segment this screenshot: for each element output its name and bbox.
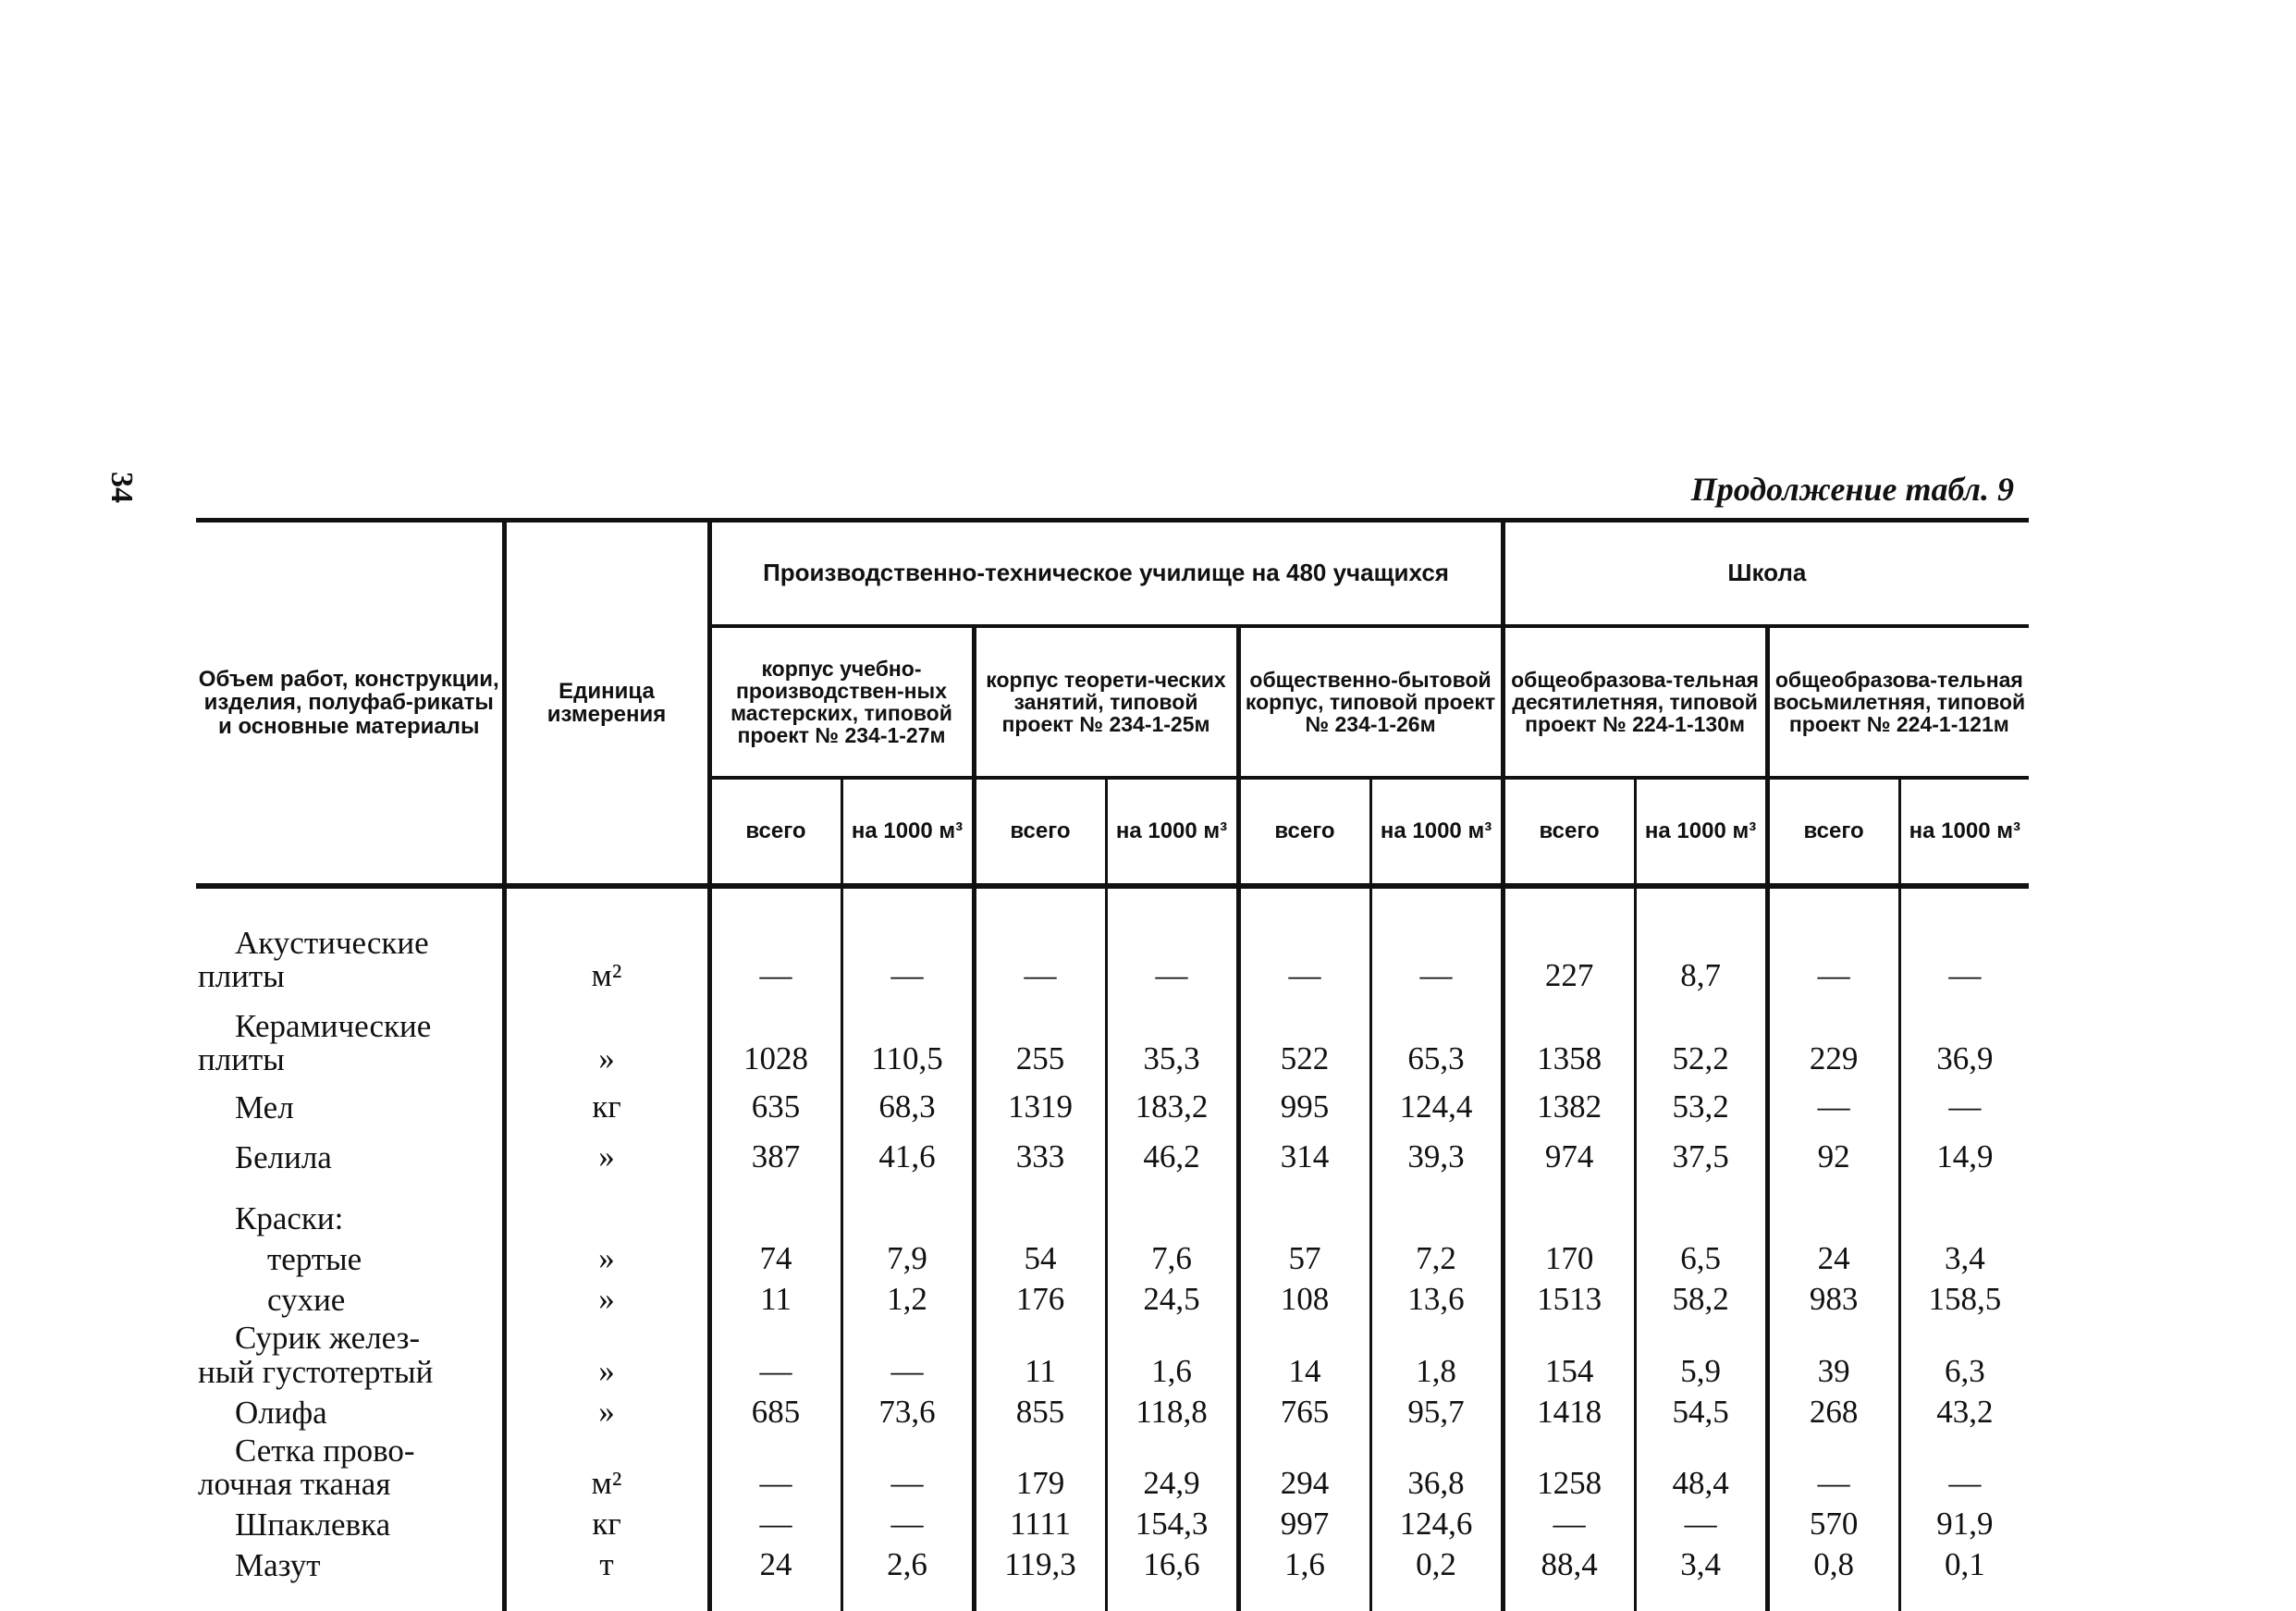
- cell-per-1000: —: [1899, 913, 2029, 998]
- cell-per-1000: 3,4: [1899, 1240, 2029, 1281]
- cell-total: 294: [1238, 1434, 1370, 1506]
- header-total: всего: [709, 778, 841, 886]
- row-label: [196, 1546, 504, 1587]
- header-unit-column: Единица измерения: [504, 521, 709, 887]
- cell-total: [974, 1179, 1106, 1240]
- cell-total: 176: [974, 1281, 1106, 1322]
- cell-total: 685: [709, 1394, 841, 1434]
- header-group-vocational: Производственно-техническое училище на 480 учащихся: [709, 521, 1503, 627]
- row-unit: м²: [504, 913, 709, 998]
- row-unit: »: [504, 1394, 709, 1434]
- cell-per-1000: [1635, 1179, 1767, 1240]
- cell-per-1000: 7,9: [841, 1240, 974, 1281]
- cell-per-1000: 1,8: [1370, 1322, 1503, 1394]
- cell-per-1000: 13,6: [1370, 1281, 1503, 1322]
- cell-total: 0,8: [1767, 1546, 1899, 1587]
- cell-total: 268: [1767, 1394, 1899, 1434]
- cell-per-1000: 24,9: [1106, 1434, 1238, 1506]
- cell-total: 1358: [1503, 998, 1635, 1081]
- cell-total: 39: [1767, 1322, 1899, 1394]
- cell-per-1000: 118,8: [1106, 1394, 1238, 1434]
- cell-per-1000: —: [841, 913, 974, 998]
- cell-total: —: [1767, 913, 1899, 998]
- row-unit: кг: [504, 1081, 709, 1129]
- cell-total: —: [1503, 1506, 1635, 1546]
- cell-total: 1418: [1503, 1394, 1635, 1434]
- cell-per-1000: [1106, 1179, 1238, 1240]
- row-label: [196, 913, 504, 998]
- cell-total: 179: [974, 1434, 1106, 1506]
- row-unit: м²: [504, 1434, 709, 1506]
- row-unit: т: [504, 1546, 709, 1587]
- cell-per-1000: [1899, 1179, 2029, 1240]
- header-per-1000: на 1000 м³: [841, 778, 974, 886]
- cell-total: 74: [709, 1240, 841, 1281]
- cell-per-1000: —: [1106, 913, 1238, 998]
- header-total: всего: [1767, 778, 1899, 886]
- table-row: [196, 1179, 2029, 1240]
- table-continuation-caption: Продолжение табл. 9: [1690, 471, 2014, 508]
- cell-total: 1258: [1503, 1434, 1635, 1506]
- header-item-column: Объем работ, конструкции, изделия, полуфаб-рикаты и основные материалы: [198, 667, 499, 739]
- materials-table: [196, 518, 2029, 1611]
- cell-per-1000: —: [1899, 1081, 2029, 1129]
- cell-total: 108: [1238, 1281, 1370, 1322]
- table-header: [196, 521, 2029, 887]
- cell-per-1000: 39,3: [1370, 1129, 1503, 1179]
- row-label-line2: ный густотертый: [198, 1353, 434, 1390]
- header-building-theory: корпус теорети-ческих занятий, типовой проект № 234-1-25м: [974, 626, 1238, 778]
- row-unit: »: [504, 998, 709, 1081]
- table-row: [196, 1240, 2029, 1281]
- row-label: [196, 1129, 504, 1179]
- cell-total: 11: [974, 1322, 1106, 1394]
- cell-per-1000: 7,6: [1106, 1240, 1238, 1281]
- cell-total: 333: [974, 1129, 1106, 1179]
- cell-per-1000: 73,6: [841, 1394, 974, 1434]
- materials-table-container: [196, 518, 2026, 1611]
- cell-total: 635: [709, 1081, 841, 1129]
- header-total: всего: [974, 778, 1106, 886]
- cell-per-1000: 46,2: [1106, 1129, 1238, 1179]
- cell-per-1000: 1,6: [1106, 1322, 1238, 1394]
- cell-per-1000: 124,6: [1370, 1506, 1503, 1546]
- cell-per-1000: [1370, 1179, 1503, 1240]
- cell-total: 995: [1238, 1081, 1370, 1129]
- row-label: [196, 1240, 504, 1281]
- cell-per-1000: 43,2: [1899, 1394, 2029, 1434]
- row-label: [196, 1281, 504, 1322]
- cell-total: 255: [974, 998, 1106, 1081]
- row-unit: »: [504, 1129, 709, 1179]
- cell-total: 154: [1503, 1322, 1635, 1394]
- cell-per-1000: 183,2: [1106, 1081, 1238, 1129]
- cell-total: —: [709, 913, 841, 998]
- cell-total: 983: [1767, 1281, 1899, 1322]
- cell-per-1000: 2,6: [841, 1546, 974, 1587]
- row-label: [196, 1434, 504, 1506]
- cell-per-1000: 0,1: [1899, 1546, 2029, 1587]
- spacer-row: [196, 886, 2029, 913]
- table-row: [196, 1081, 2029, 1129]
- header-building-workshops: корпус учебно-производствен-ных мастерских, типовой проект № 234-1-27м: [709, 626, 974, 778]
- cell-per-1000: 54,5: [1635, 1394, 1767, 1434]
- table-row: [196, 913, 2029, 998]
- cell-per-1000: 41,6: [841, 1129, 974, 1179]
- row-label-line2: Мел: [235, 1089, 294, 1126]
- cell-per-1000: 158,5: [1899, 1281, 2029, 1322]
- row-unit: кг: [504, 1506, 709, 1546]
- header-per-1000: на 1000 м³: [1899, 778, 2029, 886]
- cell-per-1000: 6,5: [1635, 1240, 1767, 1281]
- cell-total: 24: [1767, 1240, 1899, 1281]
- cell-per-1000: 95,7: [1370, 1394, 1503, 1434]
- cell-total: 1111: [974, 1506, 1106, 1546]
- cell-total: —: [974, 913, 1106, 998]
- table-row: [196, 1506, 2029, 1546]
- row-label-line1: Керамические: [235, 1007, 432, 1044]
- table-row: [196, 1129, 2029, 1179]
- table-row: [196, 1281, 2029, 1322]
- row-label-line2: Олифа: [235, 1394, 327, 1431]
- table-row: [196, 998, 2029, 1081]
- row-label: [196, 1179, 504, 1240]
- row-label-line2: Шпаклевка: [235, 1506, 391, 1543]
- cell-total: [709, 1179, 841, 1240]
- header-total: всего: [1238, 778, 1370, 886]
- cell-per-1000: 24,5: [1106, 1281, 1238, 1322]
- row-unit: »: [504, 1322, 709, 1394]
- cell-total: —: [1767, 1434, 1899, 1506]
- cell-total: 855: [974, 1394, 1106, 1434]
- cell-per-1000: —: [841, 1434, 974, 1506]
- cell-total: 119,3: [974, 1546, 1106, 1587]
- cell-per-1000: 68,3: [841, 1081, 974, 1129]
- cell-total: 1382: [1503, 1081, 1635, 1129]
- cell-total: —: [709, 1506, 841, 1546]
- cell-per-1000: 3,4: [1635, 1546, 1767, 1587]
- cell-per-1000: 58,2: [1635, 1281, 1767, 1322]
- cell-total: —: [709, 1322, 841, 1394]
- cell-per-1000: 6,3: [1899, 1322, 2029, 1394]
- cell-total: 24: [709, 1546, 841, 1587]
- cell-per-1000: 48,4: [1635, 1434, 1767, 1506]
- cell-per-1000: 110,5: [841, 998, 974, 1081]
- row-label: [196, 1394, 504, 1434]
- row-label-line2: Краски:: [235, 1200, 344, 1237]
- header-per-1000: на 1000 м³: [1370, 778, 1503, 886]
- cell-total: 314: [1238, 1129, 1370, 1179]
- row-label: [196, 1081, 504, 1129]
- table-body: [196, 886, 2029, 1611]
- row-label: [196, 998, 504, 1081]
- row-label-line2: Белила: [235, 1139, 332, 1176]
- cell-per-1000: —: [1899, 1434, 2029, 1506]
- cell-per-1000: 52,2: [1635, 998, 1767, 1081]
- cell-total: 1513: [1503, 1281, 1635, 1322]
- cell-per-1000: 14,9: [1899, 1129, 2029, 1179]
- cell-per-1000: 35,3: [1106, 998, 1238, 1081]
- header-school-eight-year: общеобразова-тельная восьмилетняя, типовой проект № 224-1-121м: [1767, 626, 2029, 778]
- cell-per-1000: 65,3: [1370, 998, 1503, 1081]
- cell-per-1000: 7,2: [1370, 1240, 1503, 1281]
- table-row: [196, 1322, 2029, 1394]
- cell-total: 387: [709, 1129, 841, 1179]
- cell-per-1000: —: [1635, 1506, 1767, 1546]
- row-label-line2: тертые: [267, 1241, 362, 1278]
- cell-total: 1,6: [1238, 1546, 1370, 1587]
- cell-per-1000: 154,3: [1106, 1506, 1238, 1546]
- cell-total: 54: [974, 1240, 1106, 1281]
- cell-total: 57: [1238, 1240, 1370, 1281]
- cell-per-1000: 16,6: [1106, 1546, 1238, 1587]
- page-number: 34: [104, 472, 139, 503]
- row-label-line1: Сурик желез-: [235, 1320, 421, 1356]
- row-label-line2: плиты: [198, 958, 285, 995]
- cell-per-1000: 124,4: [1370, 1081, 1503, 1129]
- cell-per-1000: 1,2: [841, 1281, 974, 1322]
- cell-total: 765: [1238, 1394, 1370, 1434]
- cell-total: 974: [1503, 1129, 1635, 1179]
- row-label: [196, 1322, 504, 1394]
- cell-total: 92: [1767, 1129, 1899, 1179]
- cell-total: 170: [1503, 1240, 1635, 1281]
- header-per-1000: на 1000 м³: [1106, 778, 1238, 886]
- header-school-ten-year: общеобразова-тельная десятилетняя, типовой проект № 224-1-130м: [1503, 626, 1767, 778]
- cell-total: [1503, 1179, 1635, 1240]
- cell-total: 522: [1238, 998, 1370, 1081]
- cell-total: [1767, 1179, 1899, 1240]
- cell-per-1000: 91,9: [1899, 1506, 2029, 1546]
- row-label-line1: Акустические: [235, 924, 429, 961]
- cell-per-1000: 5,9: [1635, 1322, 1767, 1394]
- row-label: [196, 1506, 504, 1546]
- cell-per-1000: —: [1370, 913, 1503, 998]
- row-label-line2: плиты: [198, 1041, 285, 1078]
- cell-total: 1028: [709, 998, 841, 1081]
- row-unit: »: [504, 1240, 709, 1281]
- cell-per-1000: 36,8: [1370, 1434, 1503, 1506]
- cell-total: —: [1238, 913, 1370, 998]
- cell-per-1000: 0,2: [1370, 1546, 1503, 1587]
- spacer-row: [196, 1587, 2029, 1611]
- table-row: [196, 1546, 2029, 1587]
- cell-total: 227: [1503, 913, 1635, 998]
- cell-total: 14: [1238, 1322, 1370, 1394]
- cell-total: 88,4: [1503, 1546, 1635, 1587]
- cell-total: [1238, 1179, 1370, 1240]
- header-group-school: Школа: [1503, 521, 2029, 627]
- cell-per-1000: 36,9: [1899, 998, 2029, 1081]
- cell-per-1000: —: [841, 1506, 974, 1546]
- cell-total: —: [1767, 1081, 1899, 1129]
- table-row: [196, 1434, 2029, 1506]
- cell-per-1000: 8,7: [1635, 913, 1767, 998]
- cell-total: 1319: [974, 1081, 1106, 1129]
- cell-total: 570: [1767, 1506, 1899, 1546]
- cell-total: —: [709, 1434, 841, 1506]
- row-label-line2: лочная тканая: [198, 1466, 391, 1503]
- row-unit: »: [504, 1281, 709, 1322]
- table-row: [196, 1394, 2029, 1434]
- header-building-social: общественно-бытовой корпус, типовой проект № 234-1-26м: [1238, 626, 1503, 778]
- cell-total: 11: [709, 1281, 841, 1322]
- row-label-line2: сухие: [267, 1282, 346, 1319]
- cell-per-1000: 53,2: [1635, 1081, 1767, 1129]
- row-label-line2: Мазут: [235, 1547, 321, 1584]
- header-total: всего: [1503, 778, 1635, 886]
- row-label-line1: Сетка прово-: [235, 1432, 415, 1469]
- cell-per-1000: [841, 1179, 974, 1240]
- cell-total: 229: [1767, 998, 1899, 1081]
- cell-total: 997: [1238, 1506, 1370, 1546]
- cell-per-1000: —: [841, 1322, 974, 1394]
- header-per-1000: на 1000 м³: [1635, 778, 1767, 886]
- cell-per-1000: 37,5: [1635, 1129, 1767, 1179]
- row-unit: [504, 1179, 709, 1240]
